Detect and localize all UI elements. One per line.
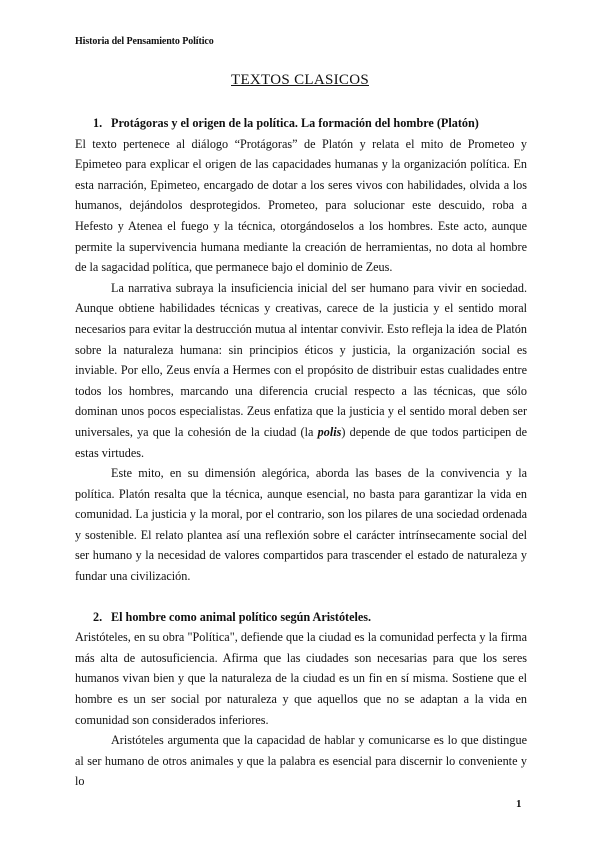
section-number-2: 2. <box>93 609 103 624</box>
polis-term: polis <box>317 424 342 439</box>
paragraph-1-1: El texto pertenece al diálogo “Protágoras” de Platón y relata el mito de Prometeo y Epimeteo para explicar el origen de las capacidades humanas y la organización política. En esta narración, Epimeteo, encargado de dotar a los seres vivos con habilidades, olvida a los humanos, dejándolos desprotegidos. Prometeo, para solucionar este descuido, roba a Hefesto y Atenea el fuego y la técnica, otorgándoselos a los hombres. Este acto, aunque permite la supervivencia humana mediante la creación de herramientas, no dota al hombre de la sagacidad política, que permanece bajo el dominio de Zeus. <box>75 136 527 275</box>
section-heading-1 <box>75 113 527 134</box>
paragraph-1-3: Este mito, en su dimensión alegórica, aborda las bases de la convivencia y la política. Platón resalta que la técnica, aunque esencial, no basta para garantizar la vida en comunidad. La justicia y la moral, por el contrario, son los pilares de una sociedad ordenada y sostenible. El relato plantea así una reflexión sobre el carácter intrínsecamente social del ser humano y la necesidad de valores compartidos para trascender el estado de naturaleza y fundar una civilización. <box>75 466 527 584</box>
running-header: Historia del Pensamiento Político <box>75 36 214 47</box>
paragraph-1-2 <box>75 278 527 463</box>
section-title-2: El hombre como animal político según Aristóteles. <box>111 609 372 624</box>
section-heading-2 <box>75 607 527 628</box>
document-body <box>75 113 527 792</box>
document-title: TEXTOS CLASICOS <box>231 72 369 88</box>
section-spacer <box>75 587 527 607</box>
section-number-1: 1. <box>93 116 103 130</box>
page-number: 1 <box>516 798 522 810</box>
paragraph-2-2: Aristóteles argumenta que la capacidad de hablar y comunicarse es lo que distingue al ser humano de otros animales y que la palabra es esencial para discernir lo conveniente y lo <box>75 733 527 789</box>
section-title-1: Protágoras y el origen de la política. La formación del hombre (Platón) <box>111 116 479 130</box>
paragraph-1-2-text: La narrativa subraya la insuficiencia inicial del ser humano para vivir en sociedad. Aunque obtiene habilidades técnicas y creativas, carece de la justicia y el sentido moral necesarios para evitar la destrucción mutua al intentar convivir. Esto refleja la idea de Platón sobre la naturaleza humana: sin principios éticos y justicia, la organización social es inviable. Por ello, Zeus envía a Hermes con el propósito de distribuir estas cualidades entre todos los hombres, marcando una diferencia crucial respecto a las técnicas, que sólo dominan unos pocos especialistas. Zeus enfatiza que la justicia y el sentido moral deben ser universales, ya que la cohesión de la ciudad (la <box>75 280 527 439</box>
paragraph-1-2-tail: ) depende de que todos participen de estas virtudes. <box>75 424 527 460</box>
paragraph-2-1: Aristóteles, en su obra "Política", defiende que la ciudad es la comunidad perfecta y la firma más alta de autosuficiencia. Afirma que las ciudades son necesarias para que los seres humanos vivan bien y que la naturaleza de la ciudad es un fin en sí misma. Sostiene que el hombre es un ser social por naturaleza y que aquellos que no se adaptan a la vida en comunidad son considerados inferiores. <box>75 630 527 727</box>
